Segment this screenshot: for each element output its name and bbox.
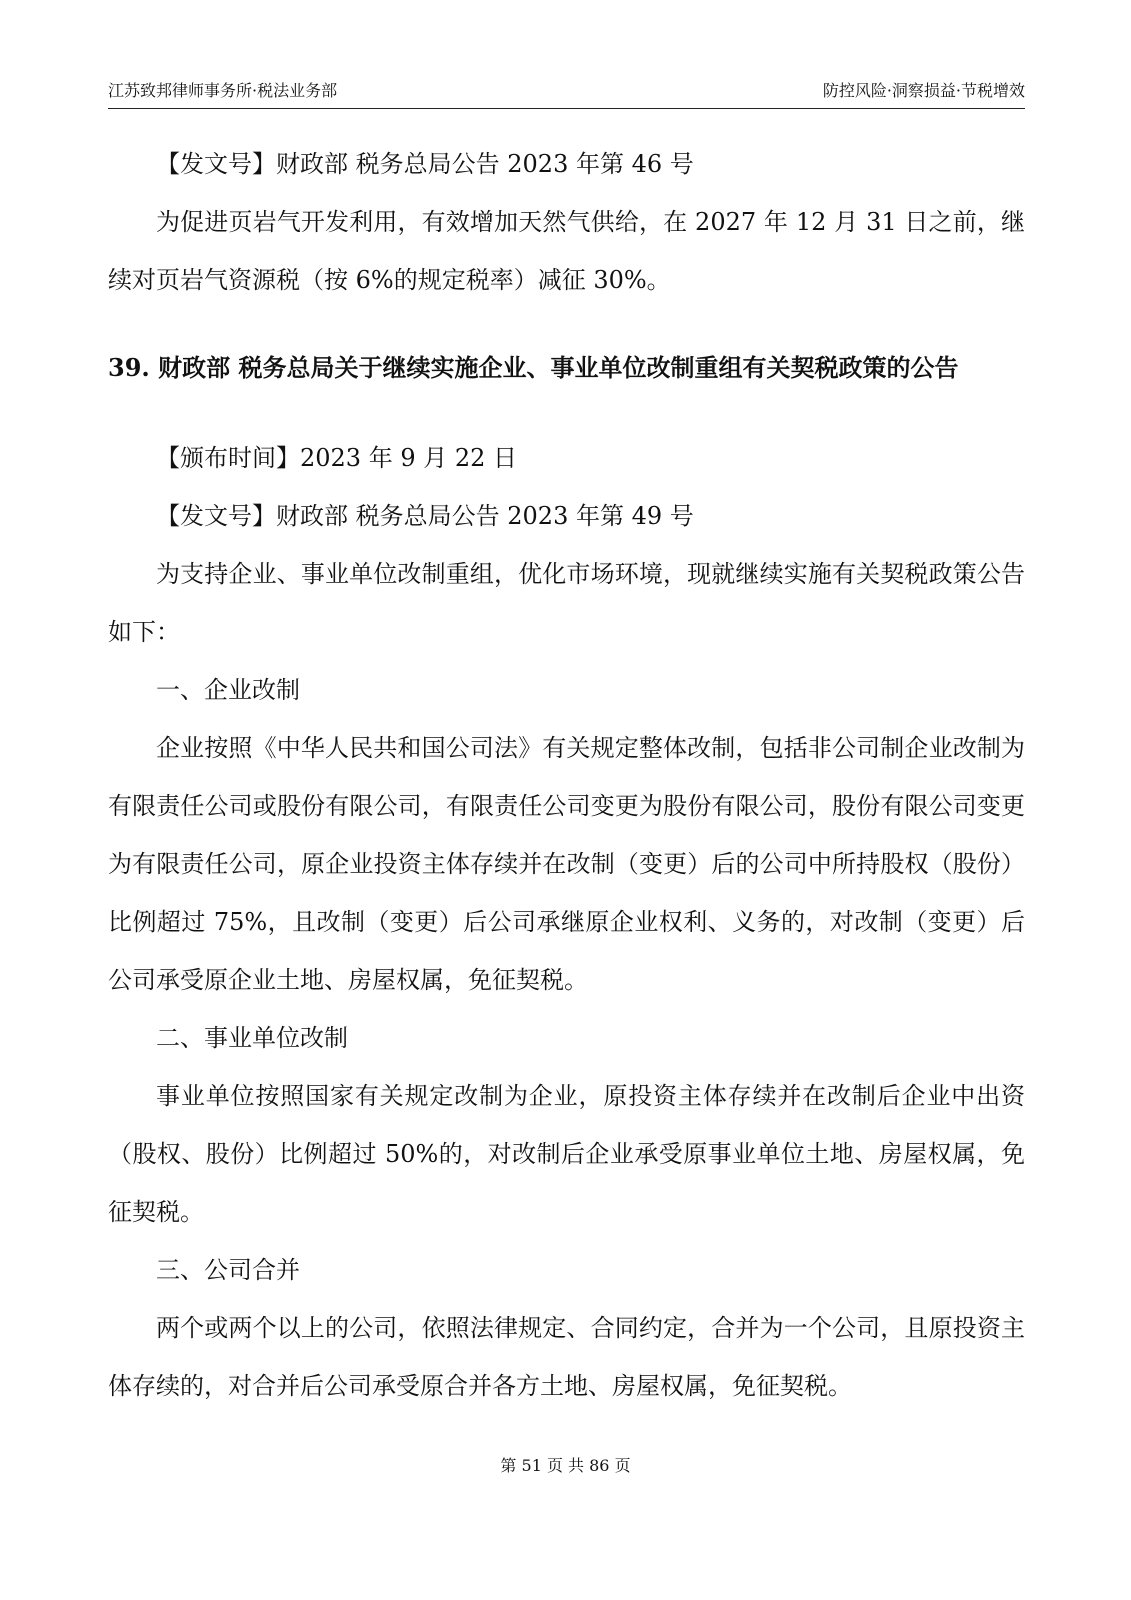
section-39-title: 39. 财政部 税务总局关于继续实施企业、事业单位改制重组有关契税政策的公告 [108,353,959,382]
prev-doc-number: 【发文号】财政部 税务总局公告 2023 年第 46 号 [156,150,694,178]
page-number: 第 51 页 共 86 页 [500,1456,631,1475]
item-3-heading: 三、公司合并 [156,1256,300,1284]
prev-body-paragraph: 为促进页岩气开发利用，有效增加天然气供给，在 2027 年 12 月 31 日之前，继续对页岩气资源税（按 6%的规定税率）减征 30%。 [108,208,1025,294]
item-1-heading: 一、企业改制 [156,676,300,704]
item-1-body: 企业按照《中华人民共和国公司法》有关规定整体改制，包括非公司制企业改制为有限责任公司或股份有限公司，有限责任公司变更为股份有限公司，股份有限公司变更为有限责任公司，原企业投资主体存续并在改制（变更）后的公司中所持股权（股份）比例超过 75%，且改制（变更）后公司承继原企业权利、义务的，对改制（变更）后公司承受原企业土地、房屋权属，免征契税。 [108,734,1025,994]
intro-paragraph: 为支持企业、事业单位改制重组，优化市场环境，现就继续实施有关契税政策公告如下： [108,560,1025,646]
item-2-body: 事业单位按照国家有关规定改制为企业，原投资主体存续并在改制后企业中出资（股权、股份）比例超过 50%的，对改制后企业承受原事业单位土地、房屋权属，免征契税。 [108,1082,1025,1226]
document-body [108,135,1025,1415]
item-2-heading: 二、事业单位改制 [156,1024,348,1052]
page-header [108,78,1025,109]
header-firm-name: 江苏致邦律师事务所·税法业务部 [108,81,338,100]
header-slogan: 防控风险·洞察损益·节税增效 [822,81,1025,100]
doc-number: 【发文号】财政部 税务总局公告 2023 年第 49 号 [156,502,694,530]
item-3-body: 两个或两个以上的公司，依照法律规定、合同约定，合并为一个公司，且原投资主体存续的，对合并后公司承受原合并各方土地、房屋权属，免征契税。 [108,1314,1025,1400]
issue-date: 【颁布时间】2023 年 9 月 22 日 [156,444,518,472]
